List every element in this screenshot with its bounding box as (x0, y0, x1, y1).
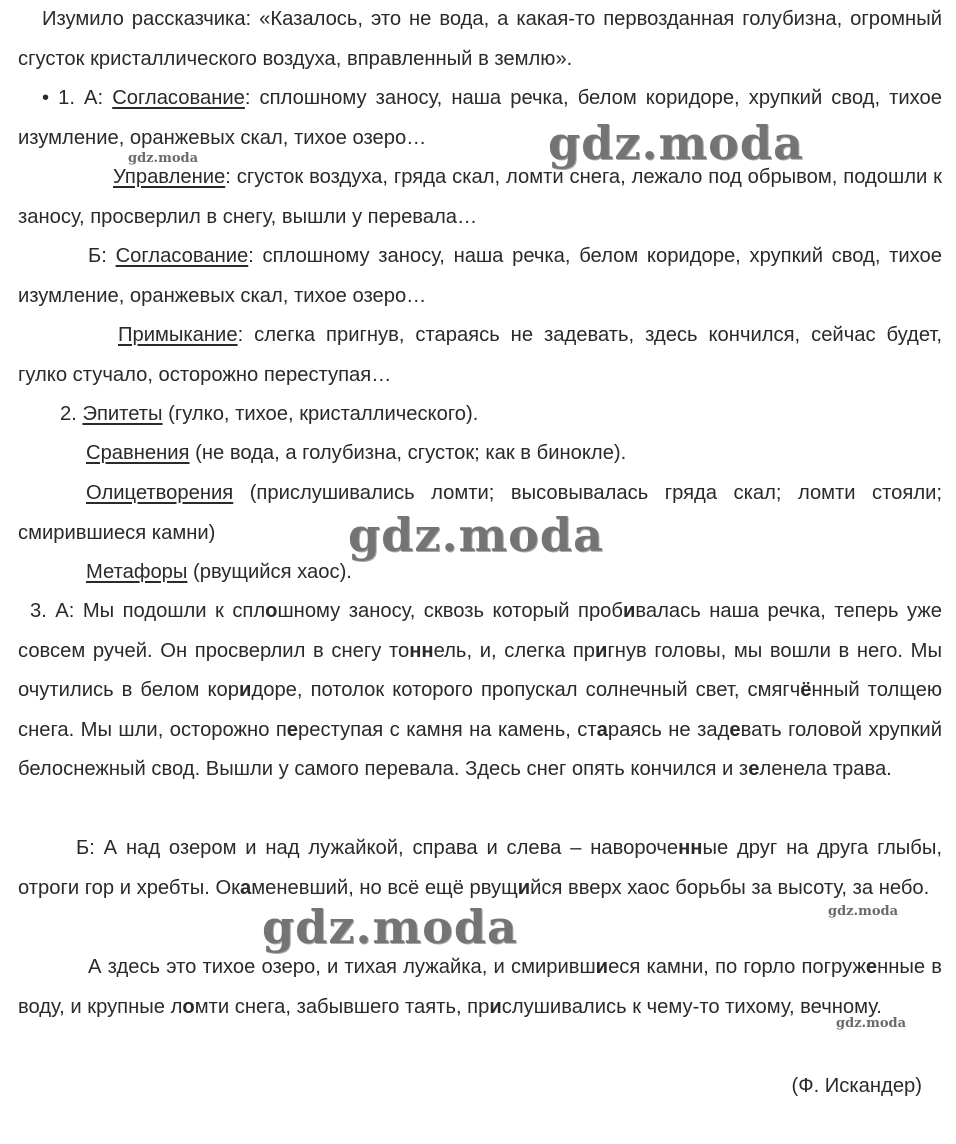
item-text: : сплошному заносу, наша речка, белом коридоре, хрупкий свод, тихое изумление, оранжевых скал, тихое озеро… (18, 87, 942, 149)
text-run: нные в воду, и крупные л (18, 956, 943, 1018)
text-run: вать головой хрупкий белоснежный свод. Вышли у самого перевала. Здесь снег опять кончился и з (18, 718, 942, 781)
term-label: Согласование (112, 87, 245, 109)
bold-letter: нн (678, 837, 703, 859)
term-label: Управление (113, 166, 226, 188)
term-label: Метафоры (86, 561, 188, 583)
answer-1c (18, 237, 942, 316)
watermark-logo: gdz.moda (262, 900, 518, 954)
intro-text: Изумило рассказчика: «Казалось, это не вода, а какая-то первозданная голубизна, огромный сгусток кристаллического воздуха, вправленный в землю». (18, 8, 942, 70)
text-run: доре, потолок которого пропускал солнечный свет, смягч (251, 679, 801, 702)
bold-letter: ё (800, 679, 812, 702)
bold-letter: а (240, 876, 252, 899)
bold-letter: и (489, 995, 502, 1018)
item-prefix: 2. (60, 403, 83, 425)
bold-letter: е (865, 956, 878, 978)
bold-letter: и (517, 876, 531, 899)
text-run: 3. А: Мы подошли к спл (30, 600, 266, 622)
answer-2a (18, 395, 942, 435)
bold-letter: и (595, 639, 608, 662)
text-run: А здесь это тихое озеро, и тихая лужайка, и смиривш (88, 956, 596, 978)
bold-letter: е (748, 758, 760, 781)
bold-letter: и (622, 600, 636, 622)
watermark-small: gdz.moda (128, 151, 199, 166)
text-run: слушивались к чему-то тихому, вечному. (501, 995, 882, 1018)
item-text: (гулко, тихое, кристаллического). (162, 403, 479, 425)
text-run: раясь не зад (607, 718, 730, 741)
text-run: меневший, но всё ещё рвущ (251, 876, 518, 899)
item-prefix: • 1. А: (42, 87, 113, 109)
watermark-logo: gdz.moda (548, 116, 804, 170)
item-text: : сгусток воздуха, гряда скал, ломти снега, лежало под обрывом, подошли к заносу, просверлил в снегу, вышли у перевала… (18, 166, 942, 228)
item-text: : сплошному заносу, наша речка, белом коридоре, хрупкий свод, тихое изумление, оранжевых скал, тихое озеро… (18, 245, 942, 307)
bold-letter: нн (409, 639, 434, 662)
watermark-small: gdz.moda (836, 1016, 907, 1031)
item-text: (не вода, а голубизна, сгусток; как в бинокле). (189, 442, 627, 464)
item-prefix: Б: (88, 245, 116, 267)
bold-letter: е (729, 718, 741, 741)
watermark-small: gdz.moda (828, 904, 899, 919)
answer-1d (18, 316, 942, 395)
bold-letter: о (265, 600, 278, 622)
text-run: ые друг на друга глыбы, отроги гор и хребты. Ок (18, 837, 942, 899)
text-run: йся вверх хаос борьбы за высоту, за небо. (530, 876, 930, 899)
bold-letter: и (595, 956, 609, 978)
term-label: Сравнения (86, 442, 190, 464)
text-run: еся камни, по горло погруж (608, 956, 866, 978)
answer-3c (18, 948, 942, 1027)
term-label: Олицетворения (86, 482, 234, 504)
answer-3a (18, 592, 942, 790)
author-signature: (Ф. Искандер) (791, 1075, 922, 1097)
text-run: гнув головы, мы вошли в него. Мы очутились в белом кор (18, 639, 942, 702)
item-text: (рвущийся хаос). (187, 561, 352, 583)
bold-letter: и (239, 679, 252, 702)
watermark-logo: gdz.moda (348, 508, 604, 562)
answer-2b (18, 434, 942, 474)
text-run: Б: А над озером и над лужайкой, справа и слева – навороче (76, 837, 679, 859)
term-label: Примыкание (118, 324, 238, 346)
item-text: (прислушивались ломти; высовывалась гряда скал; ломти стояли; смирившиеся камни) (18, 482, 942, 544)
text-run: валась наша речка, теперь уже совсем ручей. Он просверлил в снегу то (18, 600, 942, 662)
item-text: : слегка пригнув, стараясь не задевать, здесь кончился, сейчас будет, гулко стучало, осторожно переступая… (18, 324, 942, 386)
bold-letter: а (596, 718, 608, 741)
term-label: Согласование (115, 245, 249, 267)
bold-letter: е (286, 718, 299, 741)
text-run: ленела трава. (759, 758, 892, 781)
text-run: нный толщею снега. Мы шли, осторожно п (18, 679, 943, 741)
text-run: ель, и, слегка пр (433, 639, 596, 662)
term-label: Эпитеты (82, 403, 163, 425)
text-run: шному заносу, сквозь который проб (277, 600, 623, 622)
text-run: реступая с камня на камень, ст (298, 718, 597, 741)
answer-3b (18, 829, 942, 908)
intro-paragraph (18, 0, 942, 79)
bold-letter: о (182, 995, 195, 1018)
text-run: мти снега, забывшего таять, пр (194, 995, 490, 1018)
